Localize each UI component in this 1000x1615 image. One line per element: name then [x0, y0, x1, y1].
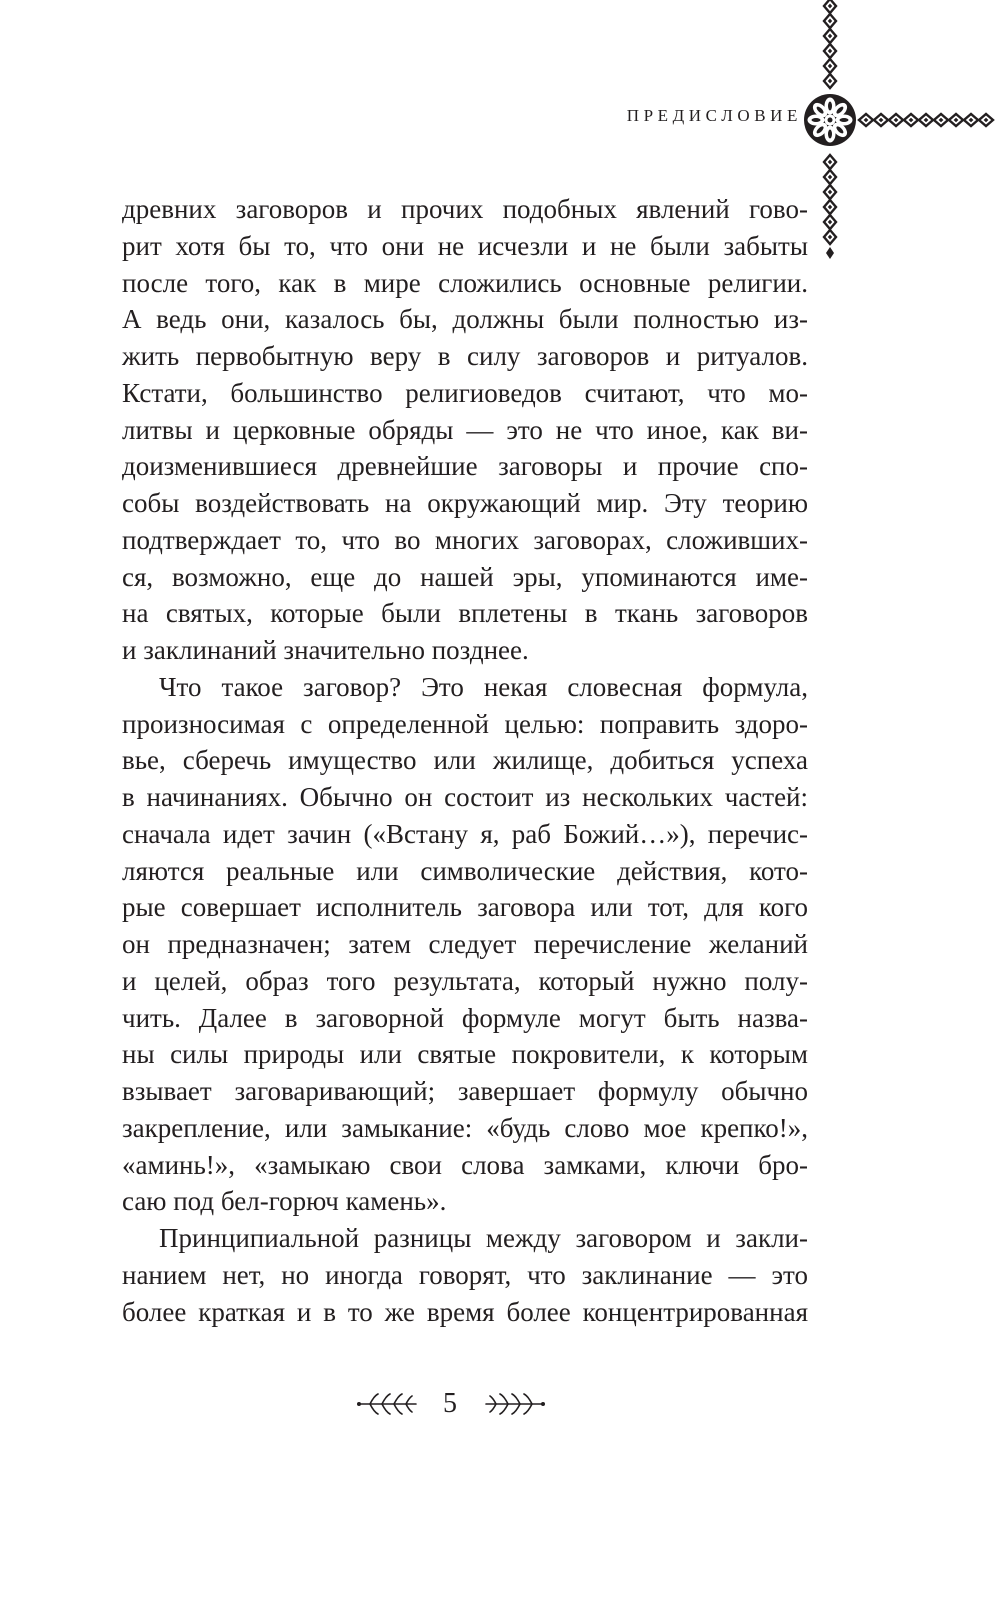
- diamond-chain-icon: [824, 0, 836, 88]
- text-line: после того, как в мире сложились основные религии.: [122, 267, 808, 298]
- text-line: подтверждает то, что во многих заговорах, сложивших-: [122, 524, 808, 555]
- text-line: более краткая и в то же время более концентрированная: [122, 1296, 808, 1327]
- text-line: доизменившиеся древнейшие заговоры и прочие спо-: [122, 451, 808, 482]
- text-line: произносимая с определенной целью: поправить здоро-: [122, 708, 808, 739]
- folio: [0, 1382, 1000, 1426]
- text-line: закрепление, или замыкание: «будь слово мое крепко!»,: [122, 1112, 808, 1143]
- text-line: сначала идет зачин («Встану я, раб Божий…»), перечис-: [122, 818, 808, 849]
- text-line: ляются реальные или символические действия, кото-: [122, 855, 808, 886]
- body-text: [122, 191, 808, 1330]
- diamond-chain-icon: [824, 155, 836, 259]
- text-line: Что такое заговор? Это некая словесная формула,: [159, 671, 808, 702]
- fern-sprig-icon: [484, 1390, 546, 1418]
- flower-rosette-icon: [804, 94, 856, 146]
- text-line: в начинаниях. Обычно он состоит из нескольких частей:: [122, 782, 808, 812]
- text-line: нанием нет, но иногда говорят, что заклинание — это: [122, 1259, 808, 1290]
- text-line: взывает заговаривающий; завершает формулу обычно: [122, 1076, 808, 1106]
- text-line: Кстати, большинство религиоведов считают, что мо-: [122, 377, 808, 408]
- running-header: ПРЕДИСЛОВИЕ: [626, 106, 802, 125]
- text-line: ны силы природы или святые покровители, к которым: [122, 1039, 808, 1070]
- text-line: Принципиальной разницы между заговором и закли-: [159, 1223, 808, 1253]
- text-line: жить первобытную веру в силу заговоров и ритуалов.: [122, 341, 808, 371]
- text-line: собы воздействовать на окружающий мир. Эту теорию: [122, 488, 808, 518]
- text-line: он предназначен; затем следует перечисление желаний: [122, 929, 808, 959]
- text-line: рит хотя бы то, что они не исчезли и не были забыты: [122, 230, 808, 261]
- text-line: на святых, которые были вплетены в ткань заговоров: [122, 598, 808, 629]
- text-line: древних заговоров и прочих подобных явлений гово-: [122, 194, 808, 224]
- text-line: ся, возможно, еще до нашей эры, упоминаются име-: [122, 561, 808, 592]
- text-line: чить. Далее в заговорной формуле могут быть назва-: [122, 1002, 808, 1033]
- text-line: и целей, образ того результата, который нужно полу-: [122, 965, 808, 996]
- text-line: саю под бел-горюч камень».: [122, 1186, 447, 1217]
- text-line: литвы и церковные обряды — это не что иное, как ви-: [122, 414, 808, 445]
- text-line: вье, сберечь имущество или жилище, добиться успеха: [122, 745, 808, 776]
- text-line: «аминь!», «замыкаю свои слова замками, ключи бро-: [122, 1149, 808, 1180]
- text-line: А ведь они, казалось бы, должны были полностью из-: [122, 304, 808, 335]
- page-number: 5: [443, 1388, 457, 1419]
- fern-sprig-icon: [356, 1390, 418, 1418]
- text-line: рые совершает исполнитель заговора или тот, для кого: [122, 892, 808, 923]
- text-line: и заклинаний значительно позднее.: [122, 635, 529, 665]
- diamond-chain-icon: [859, 114, 993, 126]
